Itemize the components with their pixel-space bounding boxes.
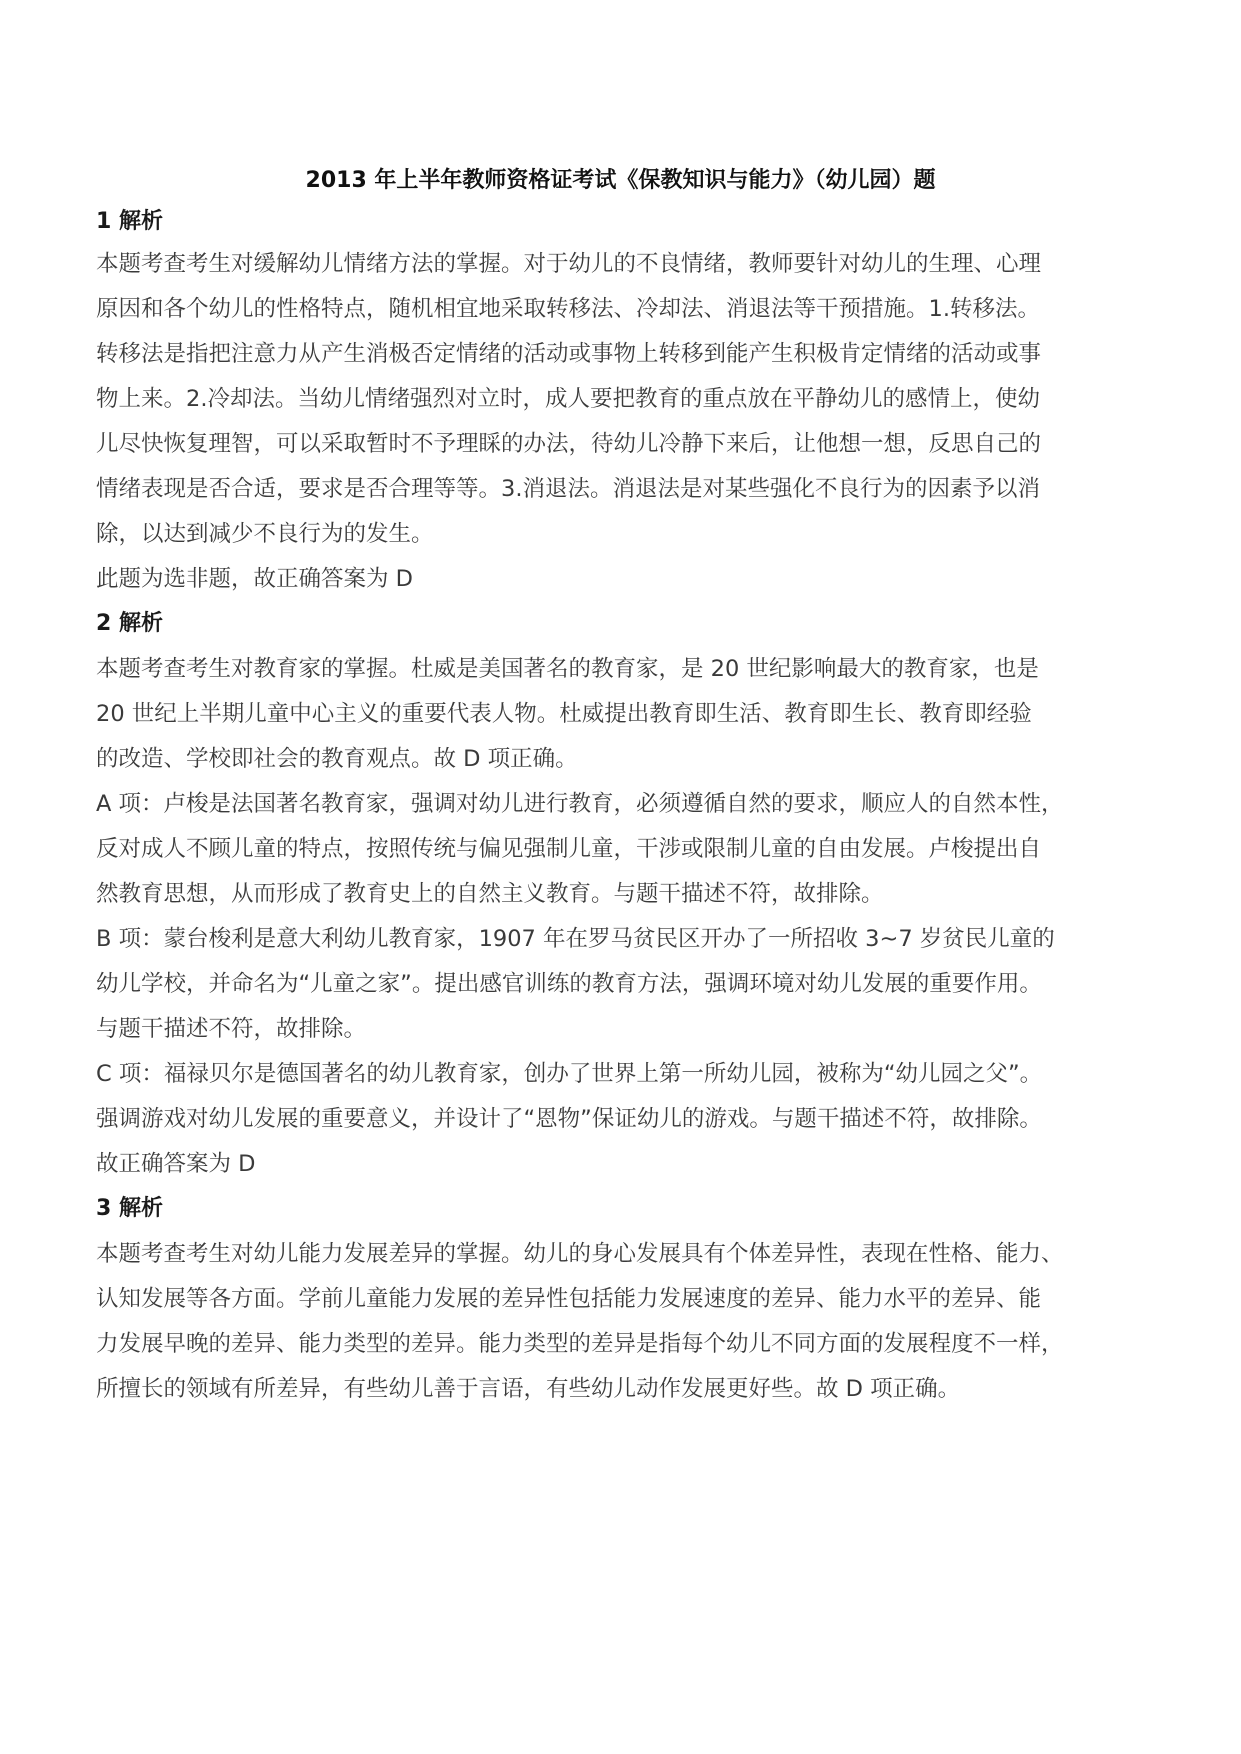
section-2-line-9: 与题干描述不符，故排除。 (96, 1016, 367, 1042)
section-2-line-11: 强调游戏对幼儿发展的重要意义，并设计了“恩物”保证幼儿的游戏。与题干描述不符，故排除。 (96, 1106, 1042, 1132)
section-3-line-1: 本题考查考生对幼儿能力发展差异的掌握。幼儿的身心发展具有个体差异性，表现在性格、能力、 (96, 1241, 1064, 1267)
section-2-line-8: 幼儿学校，并命名为“儿童之家”。提出感官训练的教育方法，强调环境对幼儿发展的重要作用。 (96, 971, 1042, 997)
section-3-line-4: 所擅长的领域有所差异，有些幼儿善于言语，有些幼儿动作发展更好些。故 D 项正确。 (96, 1376, 961, 1402)
section-2-line-1: 本题考查考生对教育家的掌握。杜威是美国著名的教育家，是 20 世纪影响最大的教育家，也是 (96, 656, 1039, 682)
section-3-line-3: 力发展早晚的差异、能力类型的差异。能力类型的差异是指每个幼儿不同方面的发展程度不一样， (96, 1331, 1064, 1357)
section-1-line-4: 物上来。2.冷却法。当幼儿情绪强烈对立时，成人要把教育的重点放在平静幼儿的感情上，使幼 (96, 386, 1040, 412)
section-1-answer: 此题为选非题，故正确答案为 D (96, 566, 413, 592)
section-1-line-2: 原因和各个幼儿的性格特点，随机相宜地采取转移法、冷却法、消退法等干预措施。1.转移法。 (96, 296, 1040, 322)
section-2-line-4: A 项：卢梭是法国著名教育家，强调对幼儿进行教育，必须遵循自然的要求，顺应人的自然本性， (96, 791, 1064, 817)
section-1-line-5: 儿尽快恢复理智，可以采取暂时不予理睬的办法，待幼儿冷静下来后，让他想一想，反思自己的 (96, 431, 1042, 457)
section-2-line-2: 20 世纪上半期儿童中心主义的重要代表人物。杜威提出教育即生活、教育即生长、教育即经验 (96, 701, 1032, 727)
section-3-line-2: 认知发展等各方面。学前儿童能力发展的差异性包括能力发展速度的差异、能力水平的差异、能 (96, 1286, 1042, 1312)
section-1-heading: 1 解析 (96, 209, 163, 234)
section-1-line-1: 本题考查考生对缓解幼儿情绪方法的掌握。对于幼儿的不良情绪，教师要针对幼儿的生理、心理 (96, 251, 1042, 277)
section-2-answer: 故正确答案为 D (96, 1151, 256, 1177)
section-1-line-3: 转移法是指把注意力从产生消极否定情绪的活动或事物上转移到能产生积极肯定情绪的活动或事 (96, 341, 1042, 367)
section-2-line-6: 然教育思想，从而形成了教育史上的自然主义教育。与题干描述不符，故排除。 (96, 881, 884, 907)
document-title: 2013 年上半年教师资格证考试《保教知识与能力》（幼儿园）题 (305, 168, 936, 193)
section-2-heading: 2 解析 (96, 611, 163, 636)
section-2-line-3: 的改造、学校即社会的教育观点。故 D 项正确。 (96, 746, 578, 772)
section-2-line-7: B 项：蒙台梭利是意大利幼儿教育家，1907 年在罗马贫民区开办了一所招收 3~7 岁贫民儿童的 (96, 926, 1055, 952)
section-1-line-7: 除，以达到减少不良行为的发生。 (96, 521, 434, 547)
section-2-line-5: 反对成人不顾儿童的特点，按照传统与偏见强制儿童，干涉或限制儿童的自由发展。卢梭提出自 (96, 836, 1042, 862)
section-3-heading: 3 解析 (96, 1196, 163, 1221)
section-2-line-10: C 项：福禄贝尔是德国著名的幼儿教育家，创办了世界上第一所幼儿园，被称为“幼儿园之父”。 (96, 1061, 1043, 1087)
section-1-line-6: 情绪表现是否合适，要求是否合理等等。3.消退法。消退法是对某些强化不良行为的因素予以消 (96, 476, 1040, 502)
